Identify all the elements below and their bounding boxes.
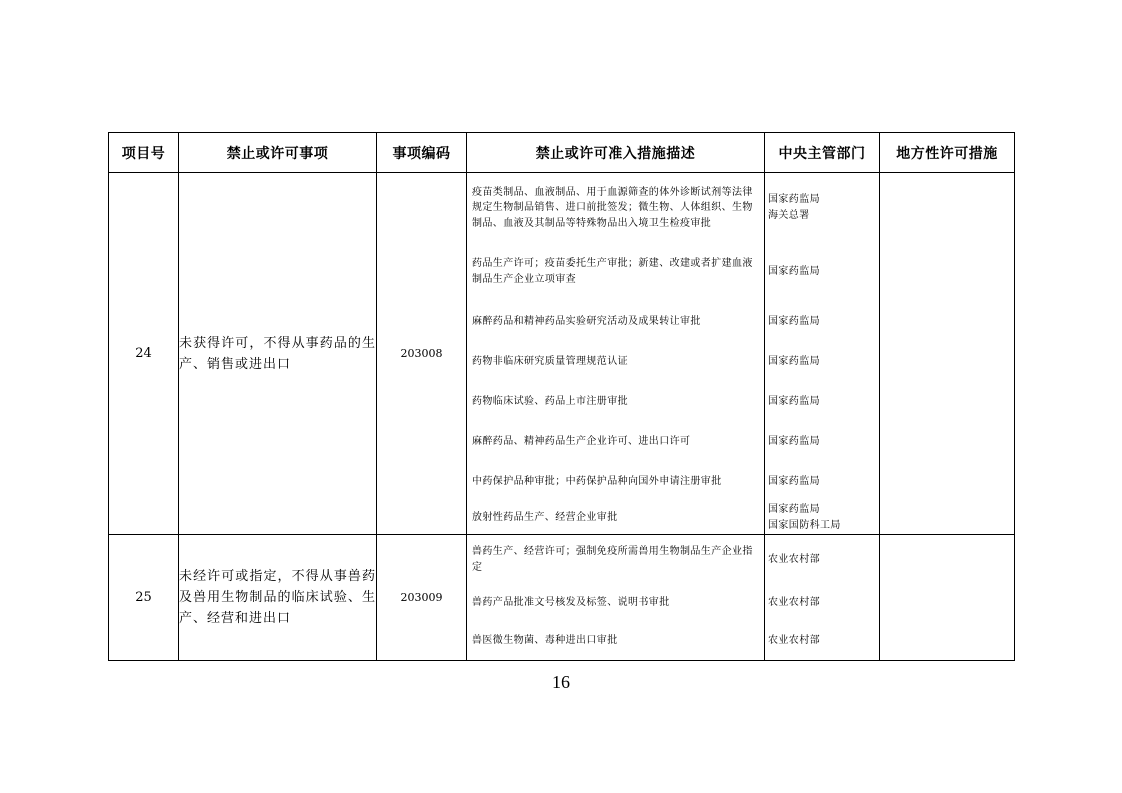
measure-description: 兽医微生物菌、毒种进出口审批 (472, 634, 618, 646)
central-dept: 农业农村部 (768, 553, 820, 565)
central-dept: 国家药监局 (768, 436, 820, 448)
item-title: 未经许可或指定，不得从事兽药及兽用生物制品的临床试验、生产、经营和进出口 (179, 535, 377, 661)
table-row (109, 535, 1015, 661)
measure-description: 麻醉药品和精神药品实验研究活动及成果转让审批 (472, 315, 701, 327)
permit-table (108, 132, 1015, 661)
local-measures (880, 173, 1015, 535)
measure-list (467, 173, 765, 535)
header-description: 禁止或许可准入措施描述 (467, 133, 765, 173)
central-dept: 农业农村部 (768, 634, 820, 646)
measure-description: 疫苗类制品、血液制品、用于血源筛查的体外诊断试剂等法律规定生物制品销售、进口前批签发；微生物、人体组织、生物制品、血液及其制品等特殊物品出入境卫生检疫审批 (472, 186, 753, 229)
item-number: 25 (109, 535, 179, 661)
item-code: 203009 (377, 535, 467, 661)
item-number: 24 (109, 173, 179, 535)
header-central-dept: 中央主管部门 (765, 133, 880, 173)
measure-list (467, 535, 765, 661)
measure-description: 中药保护品种审批；中药保护品种向国外申请注册审批 (472, 476, 722, 488)
central-dept: 国家药监局 (768, 396, 820, 408)
measure-description: 药物非临床研究质量管理规范认证 (472, 356, 628, 368)
table-row (109, 173, 1015, 535)
measure-description: 药品生产许可；疫苗委托生产审批；新建、改建或者扩建血液制品生产企业立项审查 (472, 258, 753, 285)
dept-list (765, 173, 880, 535)
header-item: 禁止或许可事项 (179, 133, 377, 173)
page-number: 16 (552, 672, 570, 692)
central-dept: 国家药监局 (768, 266, 820, 278)
header-code: 事项编码 (377, 133, 467, 173)
measure-description: 药物临床试验、药品上市注册审批 (472, 396, 628, 408)
header-row (109, 133, 1015, 173)
central-dept: 国家药监局 (768, 476, 820, 488)
central-dept: 国家药监局 海关总署 (768, 194, 820, 221)
central-dept: 国家药监局 国家国防科工局 (768, 504, 841, 531)
measure-description: 兽药产品批准文号核发及标签、说明书审批 (472, 596, 670, 608)
header-item-no: 项目号 (109, 133, 179, 173)
measure-description: 兽药生产、经营许可；强制免疫所需兽用生物制品生产企业指定 (472, 545, 753, 573)
measure-description: 放射性药品生产、经营企业审批 (472, 512, 618, 524)
local-measures (880, 535, 1015, 661)
measure-description: 麻醉药品、精神药品生产企业许可、进出口许可 (472, 436, 691, 448)
central-dept: 农业农村部 (768, 596, 820, 608)
central-dept: 国家药监局 (768, 356, 820, 368)
dept-list (765, 535, 880, 661)
item-code: 203008 (377, 173, 467, 535)
header-local-measures: 地方性许可措施 (880, 133, 1015, 173)
central-dept: 国家药监局 (768, 315, 820, 327)
item-title: 未获得许可，不得从事药品的生产、销售或进出口 (179, 173, 377, 535)
